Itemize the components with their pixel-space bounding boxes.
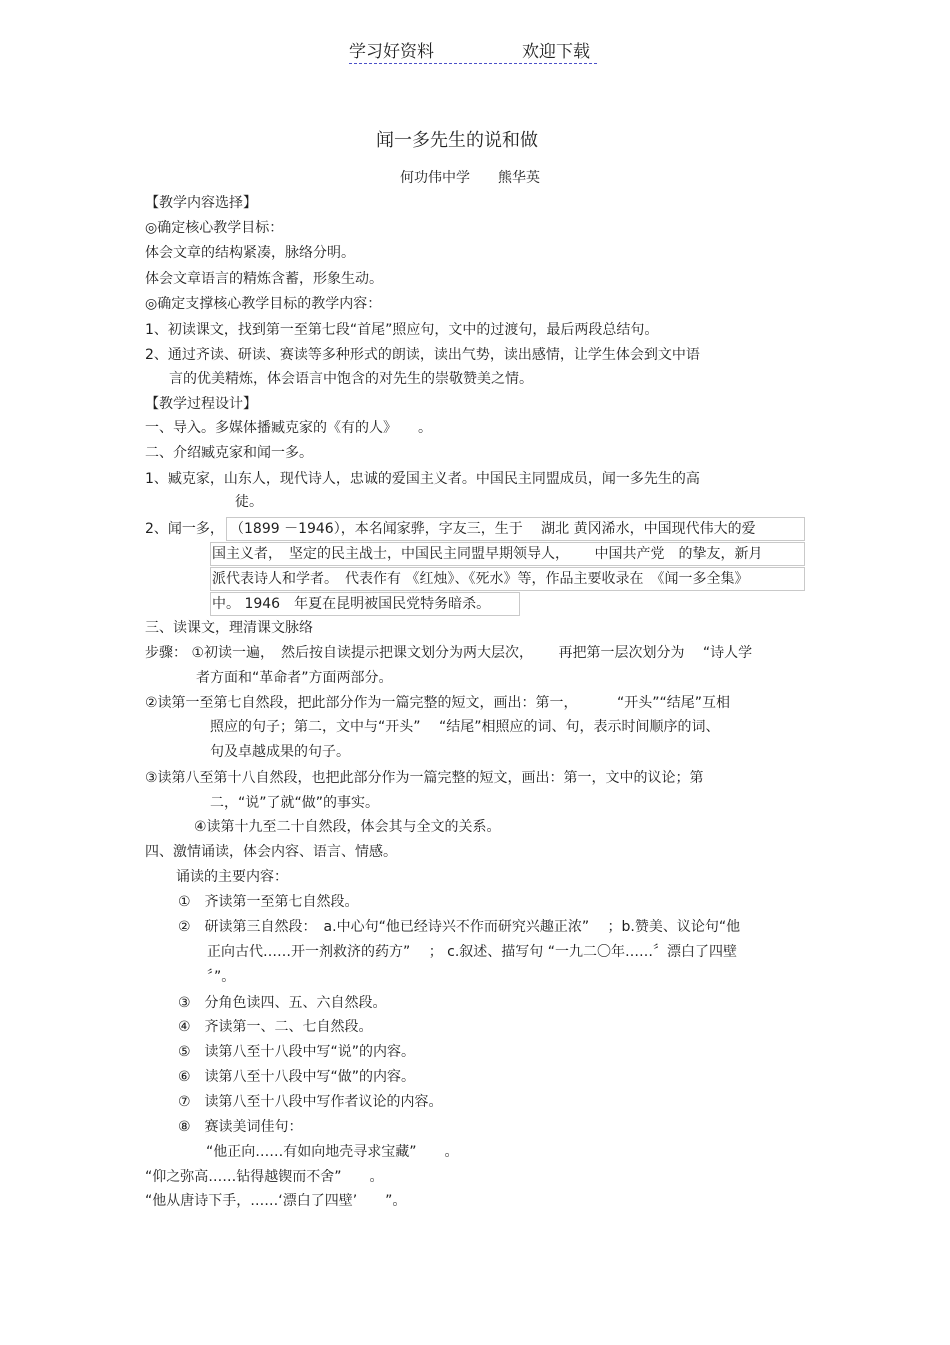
list-item: ④ 齐读第一、二、七自然段。: [178, 1019, 373, 1035]
text-line: 者方面和“革命者”方面两部分。: [196, 670, 393, 686]
author-line: 何功伟中学 熊华英: [400, 170, 540, 186]
list-item: ⑦ 读第八至十八段中写作者议论的内容。: [178, 1094, 443, 1110]
text-line: 句及卓越成果的句子。: [210, 744, 350, 760]
quote-line: “他从唐诗下手，……‘漂白了四壁’ ”。: [145, 1193, 407, 1209]
text-line: 照应的句子；第二，文中与“开头” “结尾”相照应的词、句，表示时间顺序的词、: [210, 719, 720, 735]
header-divider: [349, 63, 597, 64]
text-line: 四、激情诵读，体会内容、语言、情感。: [145, 844, 397, 860]
list-item: ⑧ 赛读美词佳句：: [178, 1119, 303, 1135]
text-line: 二，“说”了就“做”的事实。: [210, 795, 380, 811]
text-line: 正向古代……开一剂救济的药方” ； c.叙述、描写句 “一九二〇年……〞漂白了四壁: [207, 944, 738, 960]
header-right: 欢迎下载: [522, 42, 590, 62]
quote-line: “仰之弥高……钻得越锲而不舍” 。: [145, 1169, 384, 1185]
text-line: 2、闻一多，: [145, 521, 224, 537]
text-line: 徒。: [235, 494, 263, 510]
list-item: ⑤ 读第八至十八段中写“说”的内容。: [178, 1044, 416, 1060]
text-line: 派代表诗人和学者。 代表作有 《红烛》、《死水》等，作品主要收录在 《闻一多全集》: [212, 571, 749, 587]
text-line: 言的优美精炼，体会语言中饱含的对先生的崇敬赞美之情。: [169, 371, 533, 387]
text-line: ◎确定支撑核心教学目标的教学内容：: [145, 296, 382, 312]
list-item: ③ 分角色读四、五、六自然段。: [178, 995, 387, 1011]
section-heading: 【教学过程设计】: [145, 396, 257, 412]
text-line: 国主义者， 坚定的民主战士，中国民主同盟早期领导人， 中国共产党 的挚友，新月: [212, 546, 763, 562]
text-line: 2、通过齐读、研读、赛读等多种形式的朗读，读出气势，读出感情，让学生体会到文中语: [145, 347, 700, 363]
text-line: 〞”。: [207, 969, 236, 985]
text-line: 体会文章语言的精炼含蓄，形象生动。: [145, 271, 383, 287]
text-line: 三、读课文，理清课文脉络: [145, 620, 313, 636]
text-line: （1899 －1946），本名闻家骅，字友三，生于 湖北 黄冈浠水，中国现代伟大的爱: [230, 521, 756, 537]
text-line: 1、臧克家，山东人，现代诗人，忠诚的爱国主义者。中国民主同盟成员，闻一多先生的高: [145, 471, 700, 487]
text-line: 1、初读课文，找到第一至第七段“首尾”照应句，文中的过渡句，最后两段总结句。: [145, 322, 659, 338]
text-line: ◎确定核心教学目标：: [145, 220, 284, 236]
text-line: 体会文章的结构紧凑，脉络分明。: [145, 245, 355, 261]
list-item: ① 齐读第一至第七自然段。: [178, 894, 359, 910]
list-item: ⑥ 读第八至十八段中写“做”的内容。: [178, 1069, 416, 1085]
text-line: 诵读的主要内容：: [176, 869, 288, 885]
text-line: 中。 1946 年夏在昆明被国民党特务暗杀。: [212, 596, 491, 612]
text-line: 二、介绍臧克家和闻一多。: [145, 445, 313, 461]
document-title: 闻一多先生的说和做: [376, 130, 538, 151]
text-line: ④读第十九至二十自然段，体会其与全文的关系。: [194, 819, 501, 835]
text-line: 步骤： ①初读一遍， 然后按自读提示把课文划分为两大层次， 再把第一层次划分为 “诗人学: [145, 645, 753, 661]
header-left: 学习好资料: [349, 42, 434, 62]
text-line: 一、导入。多媒体播臧克家的《有的人》 。: [145, 420, 432, 436]
quote-line: “他正向……有如向地壳寻求宝藏” 。: [206, 1144, 459, 1160]
text-line: ②读第一至第七自然段，把此部分作为一篇完整的短文，画出：第一， “开头”“结尾”互相: [145, 695, 731, 711]
list-item: ② 研读第三自然段： a.中心句“他已经诗兴不作而研究兴趣正浓” ；b.赞美、议论句“他: [178, 919, 741, 935]
text-line: ③读第八至第十八自然段，也把此部分作为一篇完整的短文，画出：第一，文中的议论；第: [145, 770, 704, 786]
section-heading: 【教学内容选择】: [145, 195, 257, 211]
